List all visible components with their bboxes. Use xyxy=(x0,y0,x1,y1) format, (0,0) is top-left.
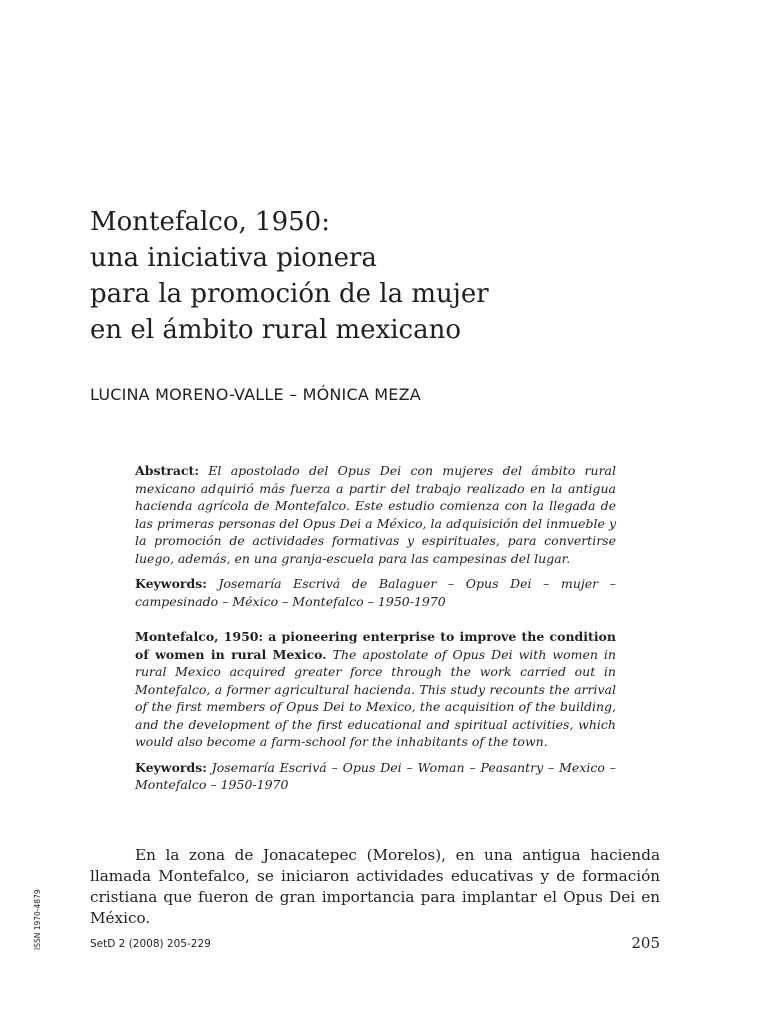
abstract-english xyxy=(135,628,616,751)
title-line: Montefalco, 1950: xyxy=(90,207,330,237)
article-title xyxy=(90,204,650,348)
title-line: para la promoción de la mujer xyxy=(90,279,489,309)
title-line: en el ámbito rural mexicano xyxy=(90,315,462,345)
english-abstract-text: The apostolate of Opus Dei with women in rural Mexico acquired greater force through the work carried out in Montefalco, a former agricultural hacienda. This study recounts the arrival of the first members of Opus Dei to Mexico, the acquisition of the building, and the development of the first educational and spiritual activities, which would also become a farm-school for the inhabitants of the town. xyxy=(135,646,616,749)
keywords-spanish xyxy=(135,575,616,610)
keywords-label: Keywords: xyxy=(135,759,207,775)
keywords-text: Josemaría Escrivá de Balaguer – Opus Dei – mujer – campesinado – México – Montefalco – 1950-1970 xyxy=(135,576,616,609)
page-number: 205 xyxy=(631,934,660,952)
body-text xyxy=(90,845,660,929)
abstract-section xyxy=(135,462,616,802)
issn-label: ISSN 1970-4879 xyxy=(33,889,42,950)
body-paragraph: En la zona de Jonacatepec (Morelos), en una antigua hacienda llamada Montefalco, se iniciaron actividades educativas y de formación cristiana que fueron de gran importancia para implantar el Opus Dei en México. xyxy=(90,846,660,927)
keywords-label: Keywords: xyxy=(135,576,207,591)
authors: LUCINA MORENO-VALLE – MÓNICA MEZA xyxy=(90,385,421,404)
keywords-text: Josemaría Escrivá – Opus Dei – Woman – Peasantry – Mexico – Montefalco – 1950-1970 xyxy=(135,759,616,792)
journal-reference: SetD 2 (2008) 205-229 xyxy=(90,938,211,950)
keywords-english xyxy=(135,759,616,794)
english-abstract-title: Montefalco, 1950: a pioneering enterprise to improve the condition of women in rural Mexico. xyxy=(135,629,616,662)
abstract-text: El apostolado del Opus Dei con mujeres del ámbito rural mexicano adquirió más fuerza a partir del trabajo realizado en la antigua hacienda agrícola de Montefalco. Este estudio comienza con la llegada de las primeras personas del Opus Dei a México, la adquisición del inmueble y la promoción de actividades formativas y espirituales, para convertirse luego, además, en una granja-escuela para las campesinas del lugar. xyxy=(135,463,616,566)
abstract-spanish xyxy=(135,462,616,567)
title-line: una iniciativa pionera xyxy=(90,243,377,273)
abstract-label: Abstract: xyxy=(135,463,199,478)
